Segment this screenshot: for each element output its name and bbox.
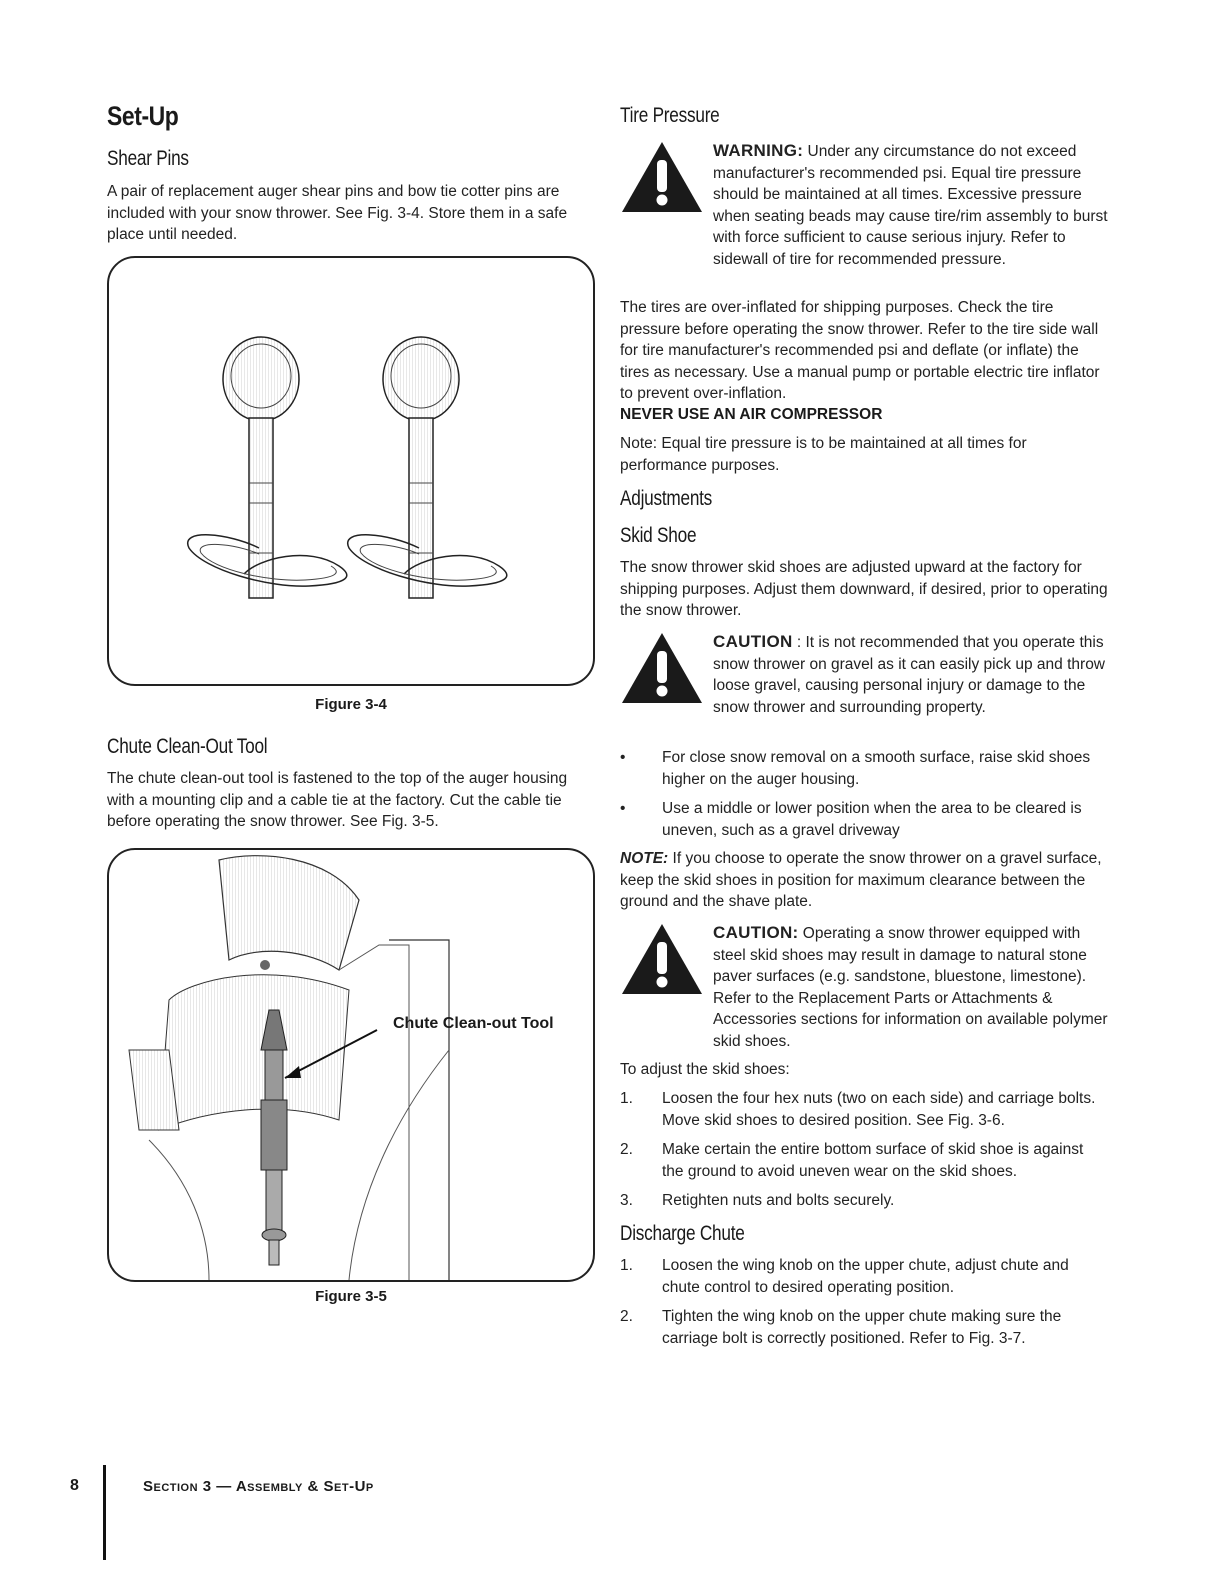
discharge-chute-steps [620, 1255, 1108, 1357]
adjust-steps-intro: To adjust the skid shoes: [620, 1061, 790, 1078]
chute-tool-body: The chute clean-out tool is fastened to the top of the auger housing with a mounting clip and a cable tie at the factory. Cut the cable tie before operating the snow thrower. See Fig. 3-5. [107, 770, 568, 830]
warning-label: WARNING: [713, 141, 804, 160]
warning-body: Under any circumstance do not exceed manufacturer's recommended psi. Equal tire pressure should be maintained at all times. Excessive pressure when seating beads may cause tire/rim assembly to burst with force sufficient to cause serious injury. Refer to sidewall of tire for recommended pressure. [713, 143, 1108, 268]
step-text: Loosen the four hex nuts (two on each side) and carriage bolts. Move skid shoes to desired position. See Fig. 3-6. [662, 1090, 1096, 1129]
footer-divider [103, 1465, 106, 1560]
list-item [620, 1088, 1108, 1131]
figure-3-5 [107, 848, 595, 1282]
bullet-text: For close snow removal on a smooth surface, raise skid shoes higher on the auger housing. [662, 749, 1091, 788]
list-item [620, 747, 1108, 790]
discharge-chute-heading: Discharge Chute [620, 1222, 745, 1245]
step-number: 1. [620, 1257, 633, 1274]
shear-pin-right [348, 337, 507, 598]
note-text: If you choose to operate the snow thrower on a gravel surface, keep the skid shoes in position for maximum clearance between the ground and the shave plate. [620, 850, 1102, 910]
step-number: 1. [620, 1090, 633, 1107]
caution-label: CAUTION [713, 632, 793, 651]
gravel-note [620, 848, 1108, 913]
chute-tool-illustration [109, 850, 593, 1280]
section-title: Section 3 — Assembly & Set-Up [143, 1478, 374, 1495]
list-item [620, 798, 1108, 841]
stone-caution-text [713, 922, 1113, 1052]
step-text: Loosen the wing knob on the upper chute, adjust chute and chute control to desired operating position. [662, 1257, 1069, 1296]
step-number: 2. [620, 1141, 633, 1158]
list-item [620, 1306, 1108, 1349]
figure-3-4-caption: Figure 3-4 [315, 696, 387, 713]
tire-pressure-heading: Tire Pressure [620, 104, 720, 127]
list-item [620, 1255, 1108, 1298]
caution-triangle-icon [620, 631, 704, 705]
skid-shoe-steps [620, 1088, 1108, 1220]
caution-body: Operating a snow thrower equipped with steel skid shoes may result in damage to natural stone paver surfaces (e.g. sandstone, bluestone, limestone). Refer to the Replacement Parts or Attachments & Accessories sections for information on available polymer skid shoes. [713, 925, 1108, 1050]
chute-tool-heading: Chute Clean-Out Tool [107, 735, 268, 758]
stone-caution [620, 922, 1108, 1052]
shear-pins-illustration [109, 258, 593, 684]
shear-pins-body: A pair of replacement auger shear pins and bow tie cotter pins are included with your snow thrower. See Fig. 3-4. Store them in a safe place until needed. [107, 183, 568, 243]
step-number: 3. [620, 1192, 633, 1209]
figure-3-4 [107, 256, 595, 686]
shear-pins-heading: Shear Pins [107, 147, 189, 170]
skid-shoe-body: The snow thrower skid shoes are adjusted upward at the factory for shipping purposes. Adjust them downward, if desired, prior to operating the snow thrower. [620, 559, 1108, 619]
tire-warning [620, 140, 1108, 290]
tire-pressure-note: Note: Equal tire pressure is to be maintained at all times for performance purposes. [620, 435, 1027, 474]
chute-tool-callout: Chute Clean-out Tool [393, 1015, 554, 1032]
shear-pin-left [188, 337, 347, 598]
tire-warning-text [713, 140, 1113, 270]
step-text: Tighten the wing knob on the upper chute making sure the carriage bolt is correctly positioned. Refer to Fig. 3-7. [662, 1308, 1062, 1347]
note-label: NOTE: [620, 850, 669, 867]
warning-triangle-icon [620, 140, 704, 214]
bullet-marker: • [620, 800, 626, 817]
adjustments-heading: Adjustments [620, 487, 713, 510]
figure-3-5-caption: Figure 3-5 [315, 1288, 387, 1305]
step-number: 2. [620, 1308, 633, 1325]
caution-label: CAUTION: [713, 923, 799, 942]
bullet-marker: • [620, 749, 626, 766]
gravel-caution [620, 631, 1108, 741]
never-air-compressor: NEVER USE AN AIR COMPRESSOR [620, 406, 883, 423]
list-item [620, 1139, 1108, 1182]
tire-pressure-body: The tires are over-inflated for shipping purposes. Check the tire pressure before operating the snow thrower. Refer to the tire side wall for tire manufacturer's recommended psi and deflate (or inflate) the tires as necessary. Use a manual pump or portable electric tire inflator to prevent over-inflation. [620, 299, 1100, 402]
chute-clean-out-tool [261, 1010, 287, 1265]
step-text: Make certain the entire bottom surface of skid shoe is against the ground to avoid uneven wear on the skid shoes. [662, 1141, 1084, 1180]
caution-triangle-icon [620, 922, 704, 996]
page-number: 8 [70, 1477, 79, 1494]
bullet-text: Use a middle or lower position when the area to be cleared is uneven, such as a gravel driveway [662, 800, 1082, 839]
setup-heading: Set-Up [107, 101, 179, 131]
caution-body: : It is not recommended that you operate this snow thrower on gravel as it can easily pick up and throw loose gravel, causing personal injury or damage to the snow thrower and surrounding property. [713, 634, 1106, 716]
skid-shoe-heading: Skid Shoe [620, 524, 697, 547]
gravel-caution-text [713, 631, 1113, 718]
step-text: Retighten nuts and bolts securely. [662, 1192, 895, 1209]
skid-shoe-bullets [620, 747, 1108, 849]
list-item [620, 1190, 1108, 1212]
